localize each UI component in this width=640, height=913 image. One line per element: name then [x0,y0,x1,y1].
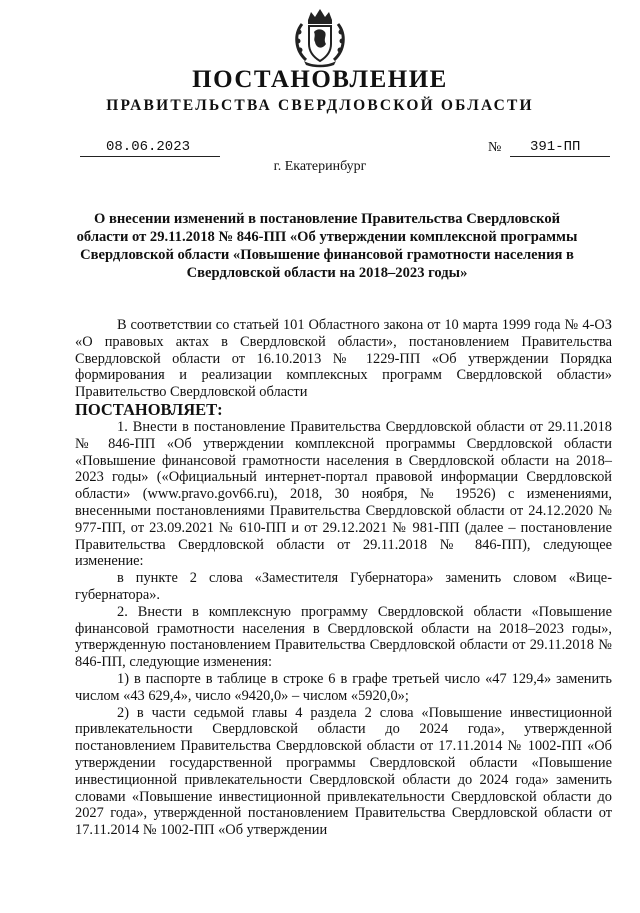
city-line: г. Екатеринбург [273,159,367,174]
document-body [75,317,612,839]
paragraph-2: 2. Внести в комплексную программу Свердловской области «Повышение финансовой грамотности населения в Свердловской области на 2018–2023 годы», утвержденную постановлением Правительства Свердловской области от 29.11.2018 № 846-ПП, следующие изменения: [75,603,612,671]
number-label: № [488,140,502,155]
paragraph-1: 1. Внести в постановление Правительства Свердловской области от 29.11.2018 № 846-ПП «Об утверждении комплексной программы Свердловской области «Повышение финансовой грамотности населения в Свердловской области на 2018–2023 годы» («Официальный интернет-портал правовой информации Свердловской области» (www.pravo.gov66.ru), 2018, 30 ноября, № 19526) с изменениями, внесенными постановлениями Правительства Свердловской области от 24.12.2020 № 977-ПП, от 23.09.2021 № 610-ПП и от 29.12.2021 № 981-ПП (далее – постановление Правительства Свердловской области от 29.11.2018 № 846-ПП), следующее изменение: [75,418,612,570]
document-subtitle: ПРАВИТЕЛЬСТВА СВЕРДЛОВСКОЙ ОБЛАСТИ [106,97,534,114]
paragraph-2-item-2: 2) в части седьмой главы 4 раздела 2 слова «Повышение инвестиционной привлекательности Свердловской области до 2024 года», утвержденной постановлением Правительства Свердловской области от 17.11.2014 № 1002-ПП «Об утверждении государственной программы Свердловской области «Повышение инвестиционной привлекательности Свердловской области до 2024 года» заменить словами «Повышение инвестиционной привлекательности Свердловской области до 2027 года», утвержденной постановлением Правительства Свердловской области от 17.11.2014 № 1002-ПП «Об утверждении [75,704,612,839]
document-title: ПОСТАНОВЛЕНИЕ [192,66,448,93]
document-heading: О внесении изменений в постановление Правительства Свердловской области от 29.11.2018 № 846-ПП «Об утверждении комплексной программы Свердловской области «Повышение финансовой грамотности населения в Свердловской области на 2018–2023 годы» [76,211,578,281]
preamble-paragraph: В соответствии со статьей 101 Областного закона от 10 марта 1999 года № 4-ОЗ «О правовых актах в Свердловской области», постановлением Правительства Свердловской области от 16.10.2013 № 1229-ПП «Об утверждении Порядка формирования и реализации комплексных программ Свердловской области» Правительство Свердловской области [75,317,612,401]
paragraph-2-item-1: 1) в паспорте в таблице в строке 6 в графе третьей число «47 129,4» заменить числом «43 629,4», число «9420,0» – числом «5920,0»; [75,670,612,704]
document-date: 08.06.2023 [80,138,220,157]
decree-word: ПОСТАНОВЛЯЕТ: [75,399,223,419]
coat-of-arms-icon [292,6,348,68]
document-number: 391-ПП [510,138,610,157]
paragraph-1-amendment: в пункте 2 слова «Заместителя Губернатора» заменить словом «Вице-губернатора». [75,570,612,603]
